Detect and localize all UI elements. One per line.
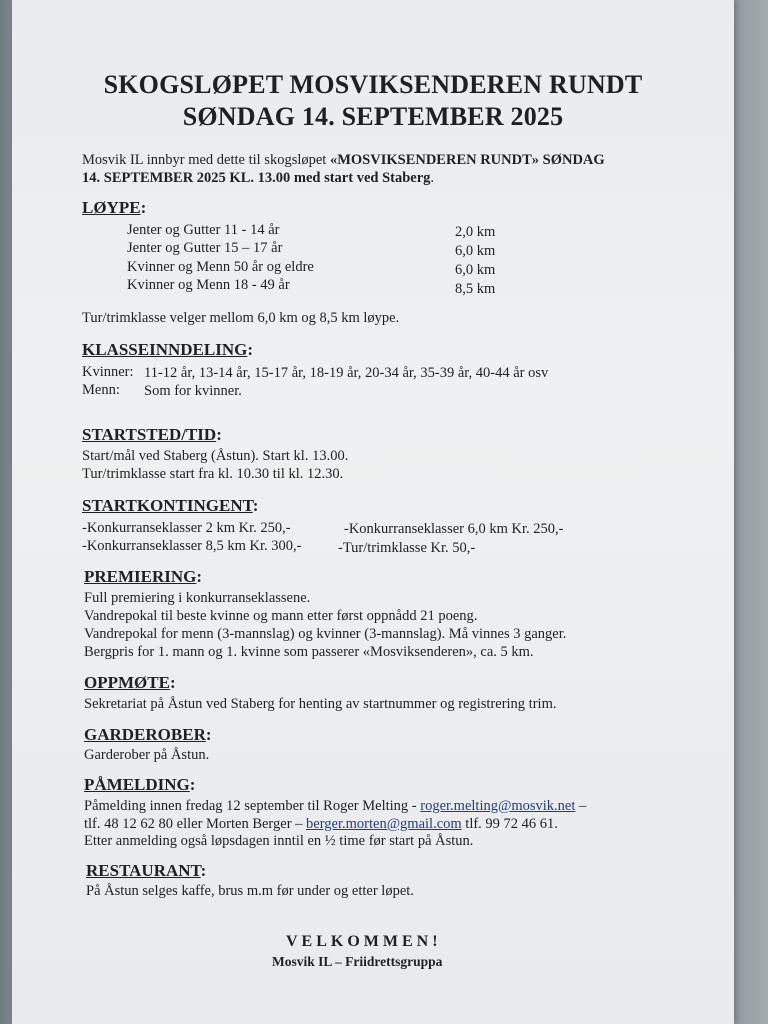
section-heading-loype: LØYPE: (82, 198, 147, 217)
intro-date-time: 14. SEPTEMBER 2025 KL. 13.00 med start ved Staberg (82, 170, 431, 186)
intro-line-2 (82, 169, 434, 187)
section-heading-premiering: PREMIERING: (84, 567, 203, 586)
organizer-signature: Mosvik IL – Friidrettsgruppa (272, 954, 443, 969)
prize-line-3: Vandrepokal for menn (3-mannslag) og kvinner (3-mannslag). Må vinnes 3 ganger. (84, 626, 567, 642)
prize-line-1: Full premiering i konkurranseklassene. (84, 590, 311, 606)
start-time-trim: Tur/trimklasse start fra kl. 10.30 til kl. 12.30. (82, 466, 344, 482)
section-heading-pamelding: PÅMELDING: (84, 775, 196, 794)
section-heading-klasseinndeling: KLASSEINNDELING: (82, 340, 253, 359)
meeting-text: Sekretariat på Åstun ved Staberg for henting av startnummer og registrering trim. (84, 696, 557, 712)
class-men-label: Menn: (82, 382, 120, 398)
section-heading-startsted: STARTSTED/TID: (82, 425, 222, 444)
route-distance-2: 6,0 km (455, 243, 496, 259)
intro-event-name: «MOSVIKSENDEREN RUNDT» SØNDAG (329, 152, 605, 168)
route-distance-4: 8,5 km (455, 281, 496, 297)
section-heading-restaurant: RESTAURANT: (86, 861, 207, 880)
restaurant-text: På Åstun selges kaffe, brus m.m før under og etter løpet. (86, 883, 414, 899)
route-note: Tur/trimklasse velger mellom 6,0 km og 8,5 km løype. (82, 310, 400, 326)
fee-row-2-right: -Tur/trimklasse Kr. 50,- (338, 540, 476, 556)
welcome-text: VELKOMMEN! (286, 933, 442, 950)
poster-title: SKOGSLØPET MOSVIKSENDEREN RUNDT (103, 70, 643, 99)
intro-period: . (430, 170, 435, 186)
email-link-roger[interactable]: roger.melting@mosvik.net (420, 798, 576, 814)
wall-background (728, 0, 768, 1024)
email-link-morten[interactable]: berger.morten@gmail.com (306, 816, 462, 832)
prize-line-2: Vandrepokal til beste kvinne og mann etter først oppnådd 21 poeng. (84, 608, 478, 624)
registration-text-2: tlf. 48 12 62 80 eller Morten Berger – (84, 816, 307, 832)
route-class-1: Jenter og Gutter 11 - 14 år (127, 222, 280, 238)
poster-paper (12, 0, 734, 1024)
poster-date-title: SØNDAG 14. SEPTEMBER 2025 (182, 102, 564, 131)
route-class-3: Kvinner og Menn 50 år og eldre (127, 259, 314, 275)
fee-row-1-left: -Konkurranseklasser 2 km Kr. 250,- (82, 520, 291, 536)
route-distance-3: 6,0 km (455, 262, 496, 278)
intro-line-1 (82, 151, 605, 169)
route-distance-1: 2,0 km (455, 224, 496, 240)
start-location: Start/mål ved Staberg (Åstun). Start kl. 13.00. (82, 448, 349, 464)
section-heading-garderober: GARDEROBER: (84, 725, 212, 744)
registration-line-1 (84, 797, 586, 815)
registration-line-2 (84, 815, 558, 833)
class-women-groups: 11-12 år, 13-14 år, 15-17 år, 18-19 år, 20-34 år, 35-39 år, 40-44 år osv (144, 365, 549, 381)
changing-rooms-text: Garderober på Åstun. (84, 747, 210, 763)
class-women-label: Kvinner: (82, 364, 134, 380)
registration-text-1: Påmelding innen fredag 12 september til Roger Melting - (84, 798, 421, 814)
registration-dash: – (575, 798, 587, 814)
prize-line-4: Bergpris for 1. mann og 1. kvinne som passerer «Mosviksenderen», ca. 5 km. (84, 644, 534, 660)
route-class-4: Kvinner og Menn 18 - 49 år (127, 277, 290, 293)
fee-row-2-left: -Konkurranseklasser 8,5 km Kr. 300,- (82, 538, 302, 554)
route-class-2: Jenter og Gutter 15 – 17 år (127, 240, 283, 256)
class-men-groups: Som for kvinner. (144, 383, 242, 399)
intro-text: Mosvik IL innbyr med dette til skogsløpet (82, 152, 330, 168)
fee-row-1-right: -Konkurranseklasser 6,0 km Kr. 250,- (344, 521, 564, 537)
registration-phone: tlf. 99 72 46 61. (461, 816, 558, 832)
section-heading-startkontingent: STARTKONTINGENT: (82, 496, 259, 515)
section-heading-oppmote: OPPMØTE: (84, 673, 176, 692)
registration-line-3: Etter anmelding også løpsdagen inntil en ½ time før start på Åstun. (84, 833, 474, 849)
